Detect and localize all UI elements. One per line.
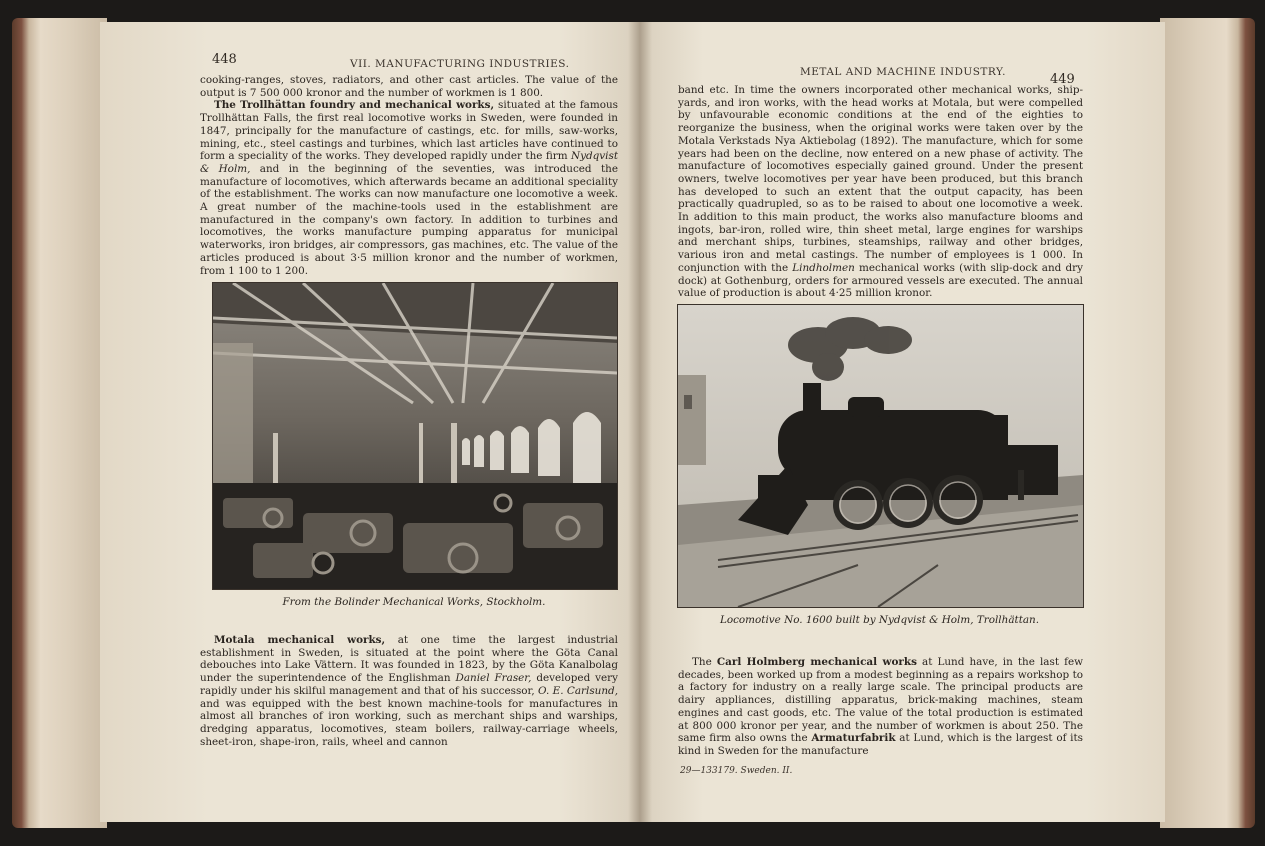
p3-italic-1: Daniel Fraser,: [455, 672, 532, 685]
r-p2-text-1: The: [692, 656, 717, 668]
right-photo-caption: Locomotive No. 1600 built by Nydqvist & Holm, Trollhättan.: [719, 614, 1040, 626]
p3-text-2: developed very rapidly under his skilful management and that of his successor,: [200, 672, 619, 697]
r-p1-italic: Lindholmen: [792, 261, 855, 274]
armaturfabrik-heading: Armaturfabrik: [811, 732, 896, 745]
p2-text-1: situated at the famous Trollhättan Falls, the first real locomotive works in Sweden, were founded in 1847, principally for the manufacture of castings, etc. for mills, saw-works, mining, etc., steel castings and turbines, which last articles have continued to form a speciality of the works. They developed rapidly under the firm: [200, 99, 619, 163]
p2-italic: Nydqvist & Holm,: [200, 150, 618, 175]
r-p2-text-2: at Lund have, in the last few decades, been worked up from a modest beginning as a repairs workshop to a factory for industry on a really large scale. The principal products are dairy appliances, distilling apparatus, brick-making machines, steam engines and cast goods, etc. The value of the total production is estimated at 800 000 kronor per year, and the number of workmen is about 250. The same firm also owns the: [678, 656, 1083, 745]
factory-hall-photo: [212, 282, 618, 590]
r-p2-text-3: at Lund, which is the largest of its kind in Sweden for the manufacture: [678, 732, 1084, 757]
r-p1-text-2: mechanical works (with slip-dock and dry dock) at Gothenburg, orders for armoured vessels are executed. The annual value of production is about 4·25 million kronor.: [678, 261, 1083, 300]
book-edge-right: [1160, 18, 1255, 828]
left-paragraph-2: [200, 99, 618, 277]
r-p1-text-1: band etc. In time the owners incorporated other mechanical works, ship-yards, and iron works, with the head works at Motala, but were compelled by unfavourable economic conditions at the end of the eighties to reorganize the business, when the original works were taken over by the Motala Verkstads Nya Aktiebolag (1892). The manufacture, which for some years had been on the decline, now entered on a new phase of activity. The manufacture of locomotives especially gained ground. Under the present owners, twelve locomotives per year have been produced, but this branch has developed to such an extent that the output capacity, has been practically quadrupled, so as to be raised to about one locomotive a week. In addition to this main product, the works also manufacture blooms and ingots, bar-iron, rolled wire, thin sheet metal, large engines for warships and merchant ships, turbines, steamships, railway and other bridges, various iron and metal castings. The number of employees is 1 000. In conjunction with the: [678, 84, 1083, 274]
left-page-number: 448: [212, 52, 237, 67]
left-text-top: [200, 74, 618, 277]
left-photo-caption: From the Bolinder Mechanical Works, Stockholm.: [282, 596, 546, 608]
right-page: [640, 22, 1165, 822]
motala-heading: Motala mechanical works,: [214, 634, 386, 646]
right-running-head: METAL AND MACHINE INDUSTRY.: [800, 66, 1006, 78]
p3-text-1: at one time the largest industrial establishment in Sweden, is situated at the point where the Göta Canal debouches into Lake Vättern. It was founded in 1823, by the Göta Kanalbolag under the superintendence of the Englishman: [200, 634, 618, 685]
locomotive-photo: [677, 304, 1084, 608]
left-text-bottom: [200, 634, 618, 748]
holmberg-heading: Carl Holmberg mechanical works: [716, 656, 917, 668]
book-edge-left: [12, 18, 107, 828]
right-page-number: 449: [1050, 72, 1075, 87]
trollhattan-heading: The Trollhättan foundry and mechanical works,: [214, 99, 495, 112]
book-gutter: [628, 22, 652, 822]
factory-hall-image: [213, 283, 617, 589]
left-paragraph-1: cooking-ranges, stoves, radiators, and other cast articles. The value of the output is 7 500 000 kronor and the number of workmen is 1 800.: [200, 74, 618, 99]
p2-text-2: and in the beginning of the seventies, was introduced the manufacture of locomotives, which afterwards became an additional speciality of the establishment. The works can now manufacture one locomotive a week. A great number of the machine-tools used in the establishment are manufactured in the company's own factory. In addition to turbines and locomotives, the works manufacture pumping apparatus for municipal waterworks, iron bridges, air compressors, gas machines, etc. The value of the articles produced is about 3·5 million kronor and the number of workmen, from 1 100 to 1 200.: [200, 162, 618, 277]
p3-text-3: and was equipped with the best known machine-tools for manufactures in almost all branches of iron working, such as merchant ships and warships, dredging apparatus, locomotives, steam boilers, railway-carriage wheels, sheet-iron, shape-iron, rails, wheel and cannon: [200, 697, 618, 748]
locomotive-image: [678, 305, 1083, 607]
right-text-bottom: [678, 656, 1083, 758]
p3-italic-2: O. E. Carlsund,: [538, 684, 618, 697]
right-text-top: [678, 84, 1083, 300]
right-page-footer: 29—133179. Sweden. II.: [680, 766, 793, 776]
left-page: [100, 22, 640, 822]
right-paragraph-2: [678, 656, 1083, 758]
left-running-head: VII. MANUFACTURING INDUSTRIES.: [350, 58, 570, 70]
left-paragraph-3: [200, 634, 618, 748]
right-paragraph-1: [678, 84, 1083, 300]
